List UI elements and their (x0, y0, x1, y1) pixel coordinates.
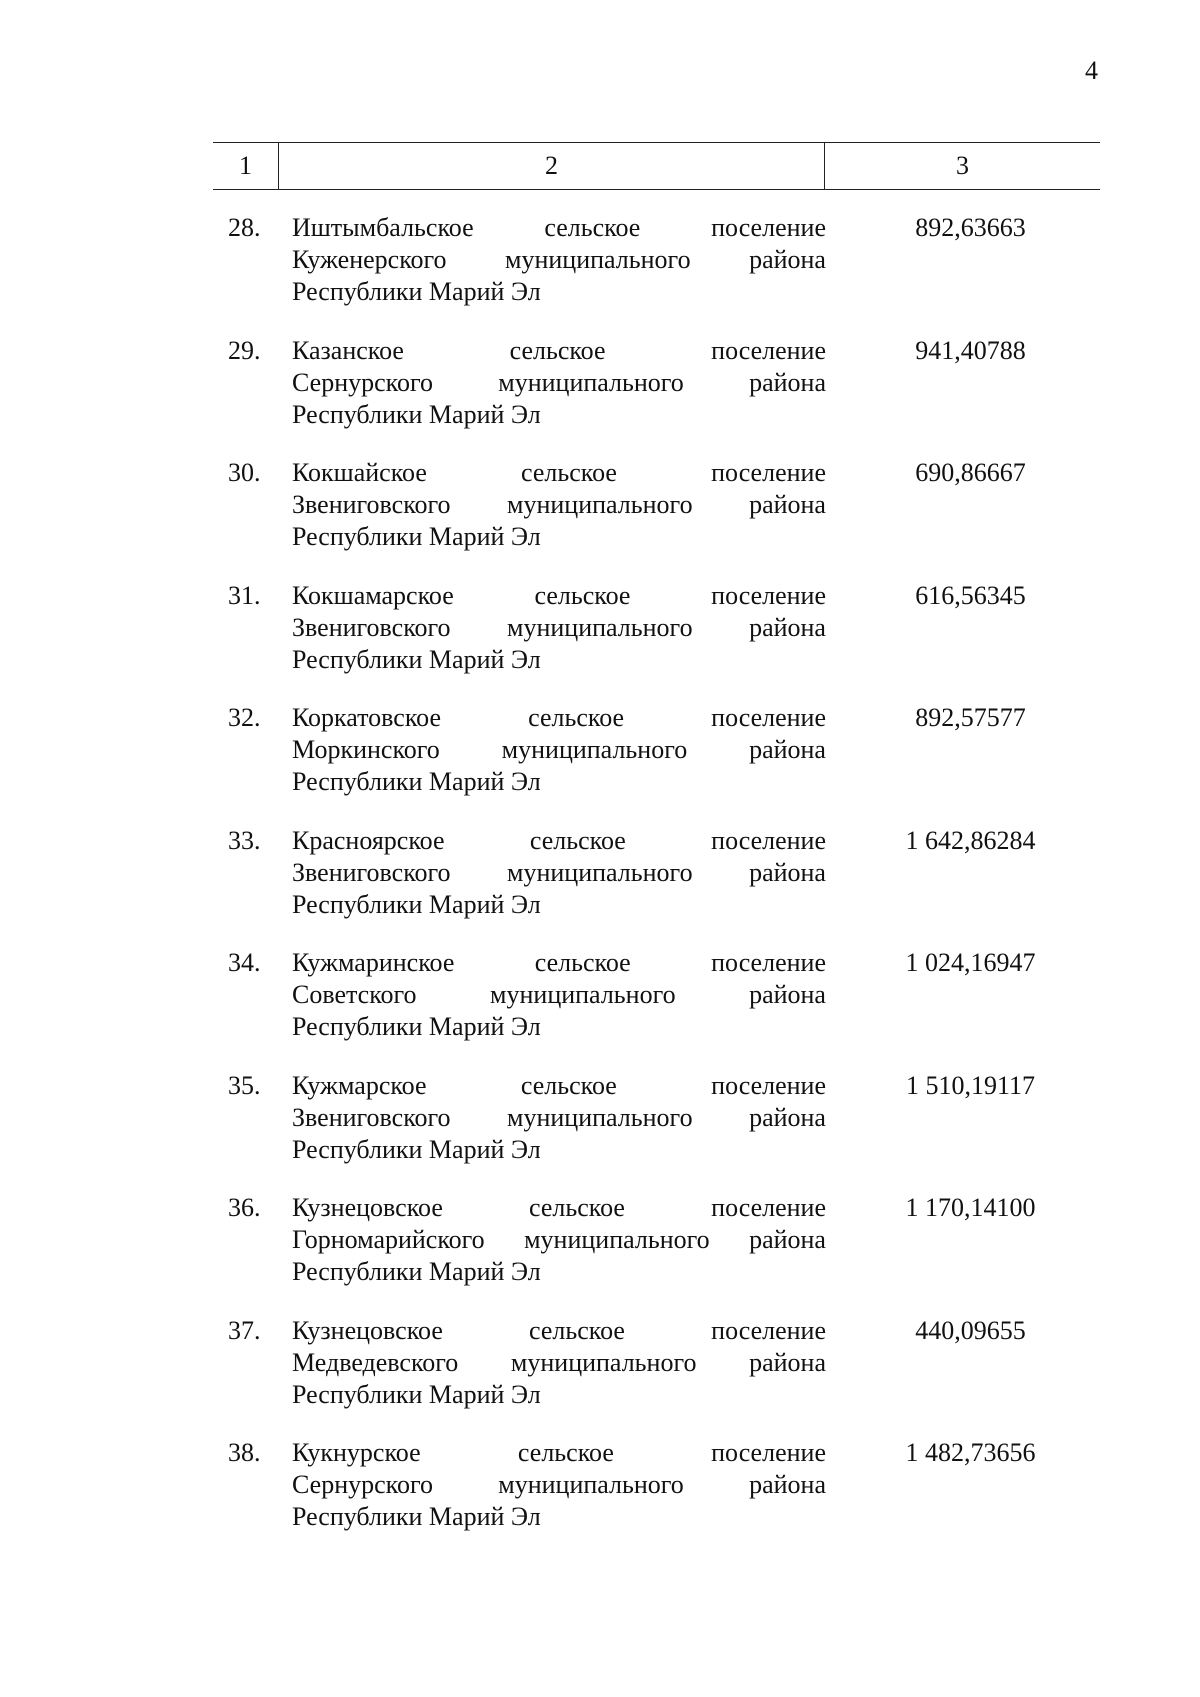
settlement-name (292, 947, 826, 1043)
district-word: района (749, 245, 826, 274)
row-value: 1 642,86284 (905, 825, 1036, 855)
name-word: поселение (711, 213, 826, 242)
name-word: поселение (711, 1070, 826, 1100)
name-word: сельское (520, 1070, 617, 1100)
name-word: Кузнецовское (292, 1315, 443, 1345)
settlement-name (292, 580, 826, 676)
table-row (0, 457, 1200, 580)
settlement-name (292, 1070, 826, 1166)
row-number: 33. (228, 825, 261, 855)
name-word: Казанское (292, 335, 404, 365)
settlement-name (292, 1315, 826, 1411)
table-row (0, 1315, 1200, 1438)
region-line: Республики Марий Эл (292, 767, 541, 796)
table-row (0, 212, 1200, 335)
name-word: поселение (711, 948, 826, 977)
row-number: 37. (228, 1315, 261, 1345)
table-body (0, 212, 1200, 1560)
row-value: 941,40788 (915, 335, 1026, 365)
district-word: муниципального (507, 1102, 693, 1132)
district-word: Звениговского (292, 1102, 451, 1132)
district-word: Куженерского (292, 245, 447, 274)
page-number: 4 (1085, 56, 1098, 85)
district-word: муниципального (507, 490, 693, 519)
row-value: 1 510,19117 (905, 1070, 1036, 1100)
district-word: муниципального (510, 1347, 697, 1377)
district-word: Сернурского (292, 1470, 433, 1499)
settlement-name (292, 335, 826, 431)
name-word: Коркатовское (292, 703, 442, 732)
table-row (0, 947, 1200, 1070)
row-number: 29. (228, 335, 261, 365)
name-word: поселение (711, 335, 826, 365)
name-word: поселение (711, 458, 826, 487)
table-row (0, 1070, 1200, 1193)
name-word: поселение (711, 580, 826, 610)
district-word: Сернурского (292, 367, 433, 397)
name-word: Кужмарское (292, 1070, 427, 1100)
district-word: района (749, 1225, 826, 1254)
district-word: района (749, 1470, 826, 1499)
row-number: 30. (228, 458, 261, 487)
name-word: сельское (517, 1438, 614, 1467)
region-line: Республики Марий Эл (292, 1379, 541, 1409)
district-word: района (749, 1102, 826, 1132)
region-line: Республики Марий Эл (292, 889, 541, 919)
name-word: сельское (534, 580, 631, 610)
settlement-name (292, 457, 826, 553)
header-col-3: 3 (956, 151, 969, 180)
district-word: Звениговского (292, 857, 451, 887)
district-word: района (749, 1347, 826, 1377)
row-value: 440,09655 (915, 1315, 1026, 1345)
row-number: 28. (228, 213, 261, 242)
district-word: района (749, 490, 826, 519)
name-word: Красноярское (292, 825, 445, 855)
region-line: Республики Марий Эл (292, 522, 541, 551)
table-row (0, 335, 1200, 458)
name-word: Кужмаринское (292, 948, 455, 977)
table-row (0, 1437, 1200, 1560)
settlement-name (292, 1192, 826, 1288)
name-word: поселение (711, 1193, 826, 1222)
row-value: 892,63663 (915, 213, 1026, 242)
table-row (0, 1192, 1200, 1315)
header-col-1: 1 (239, 151, 252, 180)
row-number: 31. (228, 580, 261, 610)
district-word: муниципального (498, 1470, 684, 1499)
row-number: 32. (228, 703, 261, 732)
name-word: Кокшамарское (292, 580, 454, 610)
settlement-name (292, 702, 826, 798)
table-row (0, 580, 1200, 703)
region-line: Республики Марий Эл (292, 277, 541, 306)
district-word: района (749, 367, 826, 397)
name-word: поселение (711, 825, 826, 855)
name-word: Кокшайское (292, 458, 427, 487)
district-word: района (749, 980, 826, 1009)
region-line: Республики Марий Эл (292, 1012, 541, 1041)
header-col-2: 2 (545, 151, 558, 180)
name-word: поселение (711, 1315, 826, 1345)
row-value: 892,57577 (915, 703, 1026, 732)
district-word: муниципального (505, 245, 691, 274)
district-word: района (749, 857, 826, 887)
row-number: 36. (228, 1193, 261, 1222)
name-word: Кузнецовское (292, 1193, 443, 1222)
row-value: 616,56345 (915, 580, 1026, 610)
district-word: Горномарийского (292, 1225, 485, 1254)
name-word: Кукнурское (292, 1438, 421, 1467)
region-line: Республики Марий Эл (292, 644, 541, 674)
region-line: Республики Марий Эл (292, 399, 541, 429)
name-word: поселение (711, 1438, 826, 1467)
district-word: муниципального (501, 735, 688, 764)
settlement-name (292, 1437, 826, 1533)
name-word: сельское (521, 458, 617, 487)
row-number: 38. (228, 1438, 261, 1467)
district-word: Звениговского (292, 490, 451, 519)
district-word: муниципального (507, 612, 693, 642)
row-number: 35. (228, 1070, 261, 1100)
district-word: Советского (292, 980, 417, 1009)
table-row (0, 702, 1200, 825)
name-word: сельское (509, 335, 606, 365)
district-word: района (749, 612, 826, 642)
district-word: муниципального (498, 367, 684, 397)
row-number: 34. (228, 948, 261, 977)
row-value: 1 170,14100 (905, 1193, 1036, 1222)
name-word: сельское (529, 1193, 625, 1222)
district-word: муниципального (507, 857, 693, 887)
name-word: сельское (529, 1315, 625, 1345)
district-word: Моркинского (292, 735, 440, 764)
district-word: Медведевского (292, 1347, 459, 1377)
name-word: сельское (534, 948, 631, 977)
name-word: сельское (528, 703, 625, 732)
district-word: муниципального (490, 980, 676, 1009)
row-value: 690,86667 (915, 458, 1026, 487)
table-header (213, 142, 1100, 190)
name-word: Иштымбальское (292, 213, 474, 242)
region-line: Республики Марий Эл (292, 1502, 541, 1531)
name-word: сельское (529, 825, 626, 855)
district-word: муниципального (524, 1225, 710, 1254)
row-value: 1 024,16947 (905, 948, 1036, 977)
table-row (0, 825, 1200, 948)
settlement-name (292, 212, 826, 308)
name-word: сельское (544, 213, 641, 242)
name-word: поселение (711, 703, 826, 732)
region-line: Республики Марий Эл (292, 1134, 541, 1164)
district-word: района (749, 735, 826, 764)
district-word: Звениговского (292, 612, 451, 642)
region-line: Республики Марий Эл (292, 1257, 541, 1286)
row-value: 1 482,73656 (905, 1438, 1036, 1467)
settlement-name (292, 825, 826, 921)
